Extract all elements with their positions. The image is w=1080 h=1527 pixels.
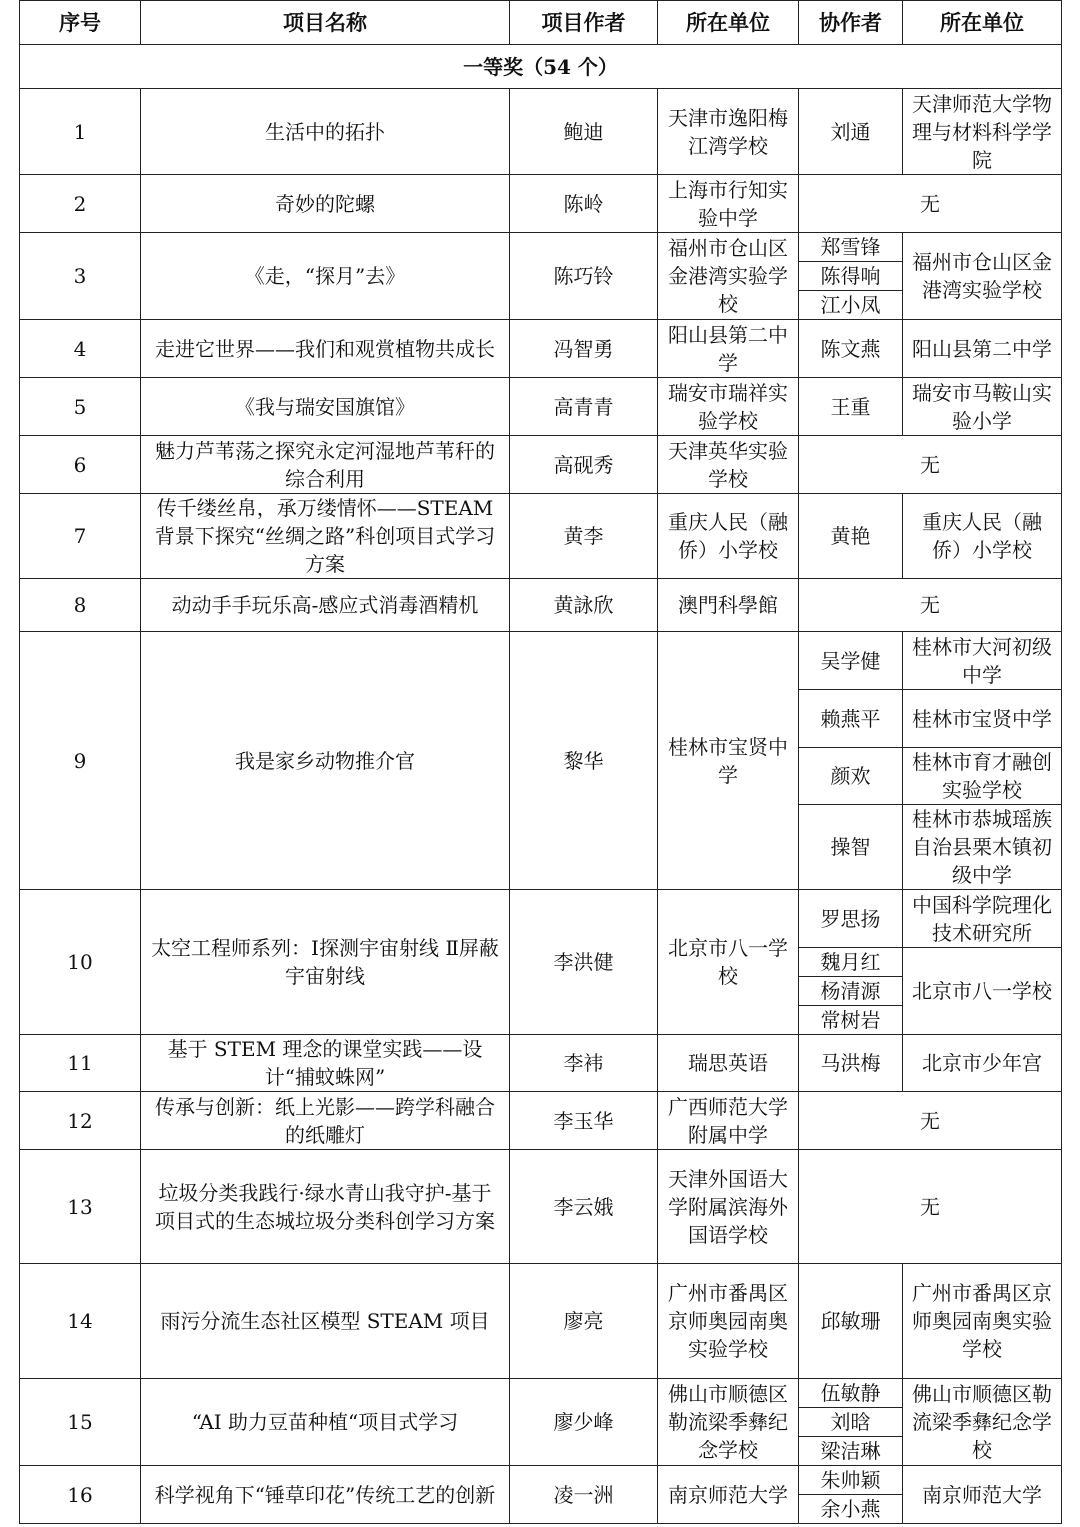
no-collaborator: 无 bbox=[799, 175, 1062, 233]
table-row bbox=[20, 494, 1062, 579]
author-organization: 澳門科學館 bbox=[658, 579, 799, 632]
collaborator-name: 王重 bbox=[799, 378, 903, 436]
collaborator-organization: 重庆人民（融侨）小学校 bbox=[903, 494, 1062, 579]
collaborator-name: 朱帅颖 bbox=[799, 1466, 903, 1495]
row-number: 8 bbox=[20, 579, 141, 632]
collaborator-organization: 瑞安市马鞍山实验小学 bbox=[903, 378, 1062, 436]
collaborator-organization: 广州市番禺区京师奥园南奥实验学校 bbox=[903, 1264, 1062, 1379]
collaborator-name: 罗思扬 bbox=[799, 890, 903, 948]
collaborator-name: 江小凤 bbox=[799, 291, 903, 320]
header-author: 项目作者 bbox=[510, 1, 658, 45]
author-organization: 上海市行知实验中学 bbox=[658, 175, 799, 233]
table-row bbox=[20, 320, 1062, 378]
project-author: 李洪健 bbox=[510, 890, 658, 1035]
project-name: 传千缕丝帛，承万缕情怀——STEAM 背景下探究“丝绸之路”科创项目式学习方案 bbox=[141, 494, 510, 579]
collaborator-organization: 桂林市恭城瑶族自治县栗木镇初级中学 bbox=[903, 805, 1062, 890]
project-name: 我是家乡动物推介官 bbox=[141, 632, 510, 890]
table-row bbox=[20, 632, 1062, 690]
author-organization: 北京市八一学校 bbox=[658, 890, 799, 1035]
row-number: 11 bbox=[20, 1035, 141, 1092]
project-name: 垃圾分类我践行·绿水青山我守护-基于项目式的生态城垃圾分类科创学习方案 bbox=[141, 1150, 510, 1264]
project-author: 黎华 bbox=[510, 632, 658, 890]
author-organization: 广州市番禺区京师奥园南奥实验学校 bbox=[658, 1264, 799, 1379]
collaborator-name: 操智 bbox=[799, 805, 903, 890]
collaborator-organization: 阳山县第二中学 bbox=[903, 320, 1062, 378]
collaborator-organization: 天津师范大学物理与材料科学学院 bbox=[903, 89, 1062, 175]
project-name: 基于 STEM 理念的课堂实践——设计“捕蚊蛛网” bbox=[141, 1035, 510, 1092]
collaborator-name: 陈得响 bbox=[799, 262, 903, 291]
table-row bbox=[20, 436, 1062, 494]
collaborator-organization: 北京市八一学校 bbox=[903, 948, 1062, 1035]
row-number: 1 bbox=[20, 89, 141, 175]
award-table bbox=[19, 0, 1062, 1524]
collaborator-organization: 福州市仓山区金港湾实验学校 bbox=[903, 233, 1062, 320]
table-row bbox=[20, 378, 1062, 436]
project-author: 高青青 bbox=[510, 378, 658, 436]
project-name: 雨污分流生态社区模型 STEAM 项目 bbox=[141, 1264, 510, 1379]
collaborator-name: 刘晗 bbox=[799, 1408, 903, 1437]
row-number: 6 bbox=[20, 436, 141, 494]
project-author: 陈岭 bbox=[510, 175, 658, 233]
table-row bbox=[20, 890, 1062, 948]
project-author: 廖亮 bbox=[510, 1264, 658, 1379]
row-number: 7 bbox=[20, 494, 141, 579]
row-number: 10 bbox=[20, 890, 141, 1035]
project-name: 太空工程师系列：Ⅰ探测宇宙射线 Ⅱ屏蔽宇宙射线 bbox=[141, 890, 510, 1035]
project-name: 科学视角下“锤草印花”传统工艺的创新 bbox=[141, 1466, 510, 1524]
section-title: 一等奖（54 个） bbox=[20, 45, 1062, 89]
row-number: 2 bbox=[20, 175, 141, 233]
table-row bbox=[20, 1092, 1062, 1150]
project-author: 高砚秀 bbox=[510, 436, 658, 494]
row-number: 15 bbox=[20, 1379, 141, 1466]
row-number: 13 bbox=[20, 1150, 141, 1264]
section-row bbox=[20, 45, 1062, 89]
table-row bbox=[20, 1035, 1062, 1092]
project-author: 李云娥 bbox=[510, 1150, 658, 1264]
header-project-name: 项目名称 bbox=[141, 1, 510, 45]
no-collaborator: 无 bbox=[799, 436, 1062, 494]
row-number: 12 bbox=[20, 1092, 141, 1150]
project-name: “AI 助力豆苗种植“项目式学习 bbox=[141, 1379, 510, 1466]
collaborator-name: 颜欢 bbox=[799, 748, 903, 805]
author-organization: 瑞思英语 bbox=[658, 1035, 799, 1092]
header-collaborator: 协作者 bbox=[799, 1, 903, 45]
project-author: 李玉华 bbox=[510, 1092, 658, 1150]
collaborator-name: 陈文燕 bbox=[799, 320, 903, 378]
project-author: 廖少峰 bbox=[510, 1379, 658, 1466]
project-author: 李袆 bbox=[510, 1035, 658, 1092]
collaborator-organization: 桂林市大河初级中学 bbox=[903, 632, 1062, 690]
author-organization: 桂林市宝贤中学 bbox=[658, 632, 799, 890]
collaborator-name: 郑雪锋 bbox=[799, 233, 903, 262]
author-organization: 南京师范大学 bbox=[658, 1466, 799, 1524]
author-organization: 佛山市顺德区勒流梁季彝纪念学校 bbox=[658, 1379, 799, 1466]
row-number: 9 bbox=[20, 632, 141, 890]
row-number: 3 bbox=[20, 233, 141, 320]
table-row bbox=[20, 175, 1062, 233]
collaborator-name: 马洪梅 bbox=[799, 1035, 903, 1092]
project-name: 传承与创新：纸上光影——跨学科融合的纸雕灯 bbox=[141, 1092, 510, 1150]
project-author: 黄李 bbox=[510, 494, 658, 579]
row-number: 16 bbox=[20, 1466, 141, 1524]
collaborator-name: 黄艳 bbox=[799, 494, 903, 579]
row-number: 4 bbox=[20, 320, 141, 378]
collaborator-name: 赖燕平 bbox=[799, 690, 903, 748]
row-number: 5 bbox=[20, 378, 141, 436]
header-author-org: 所在单位 bbox=[658, 1, 799, 45]
table-row bbox=[20, 579, 1062, 632]
collaborator-name: 余小燕 bbox=[799, 1495, 903, 1524]
project-author: 陈巧铃 bbox=[510, 233, 658, 320]
table-row bbox=[20, 233, 1062, 262]
table-row bbox=[20, 89, 1062, 175]
author-organization: 阳山县第二中学 bbox=[658, 320, 799, 378]
project-author: 凌一洲 bbox=[510, 1466, 658, 1524]
collaborator-organization: 北京市少年宫 bbox=[903, 1035, 1062, 1092]
no-collaborator: 无 bbox=[799, 1092, 1062, 1150]
project-name: 生活中的拓扑 bbox=[141, 89, 510, 175]
header-no: 序号 bbox=[20, 1, 141, 45]
no-collaborator: 无 bbox=[799, 579, 1062, 632]
collaborator-organization: 佛山市顺德区勒流梁季彝纪念学校 bbox=[903, 1379, 1062, 1466]
author-organization: 天津市逸阳梅江湾学校 bbox=[658, 89, 799, 175]
project-name: 《走，“探月”去》 bbox=[141, 233, 510, 320]
collaborator-organization: 中国科学院理化技术研究所 bbox=[903, 890, 1062, 948]
collaborator-name: 伍敏静 bbox=[799, 1379, 903, 1408]
project-name: 动动手手玩乐高-感应式消毒酒精机 bbox=[141, 579, 510, 632]
table-row bbox=[20, 1379, 1062, 1408]
author-organization: 天津英华实验学校 bbox=[658, 436, 799, 494]
no-collaborator: 无 bbox=[799, 1150, 1062, 1264]
row-number: 14 bbox=[20, 1264, 141, 1379]
author-organization: 福州市仓山区金港湾实验学校 bbox=[658, 233, 799, 320]
collaborator-organization: 桂林市宝贤中学 bbox=[903, 690, 1062, 748]
project-author: 冯智勇 bbox=[510, 320, 658, 378]
header-collaborator-org: 所在单位 bbox=[903, 1, 1062, 45]
author-organization: 广西师范大学附属中学 bbox=[658, 1092, 799, 1150]
project-author: 黄詠欣 bbox=[510, 579, 658, 632]
project-name: 走进它世界——我们和观赏植物共成长 bbox=[141, 320, 510, 378]
table-row bbox=[20, 1264, 1062, 1379]
table-row bbox=[20, 1466, 1062, 1495]
author-organization: 重庆人民（融侨）小学校 bbox=[658, 494, 799, 579]
collaborator-name: 杨清源 bbox=[799, 977, 903, 1006]
collaborator-name: 梁洁琳 bbox=[799, 1437, 903, 1466]
table-row bbox=[20, 1150, 1062, 1264]
author-organization: 瑞安市瑞祥实验学校 bbox=[658, 378, 799, 436]
author-organization: 天津外国语大学附属滨海外国语学校 bbox=[658, 1150, 799, 1264]
project-author: 鲍迪 bbox=[510, 89, 658, 175]
collaborator-name: 刘通 bbox=[799, 89, 903, 175]
collaborator-organization: 南京师范大学 bbox=[903, 1466, 1062, 1524]
project-name: 《我与瑞安国旗馆》 bbox=[141, 378, 510, 436]
collaborator-name: 吴学健 bbox=[799, 632, 903, 690]
collaborator-organization: 桂林市育才融创实验学校 bbox=[903, 748, 1062, 805]
collaborator-name: 邱敏珊 bbox=[799, 1264, 903, 1379]
project-name: 魅力芦苇荡之探究永定河湿地芦苇秆的综合利用 bbox=[141, 436, 510, 494]
collaborator-name: 魏月红 bbox=[799, 948, 903, 977]
project-name: 奇妙的陀螺 bbox=[141, 175, 510, 233]
collaborator-name: 常树岩 bbox=[799, 1006, 903, 1035]
header-row bbox=[20, 1, 1062, 45]
